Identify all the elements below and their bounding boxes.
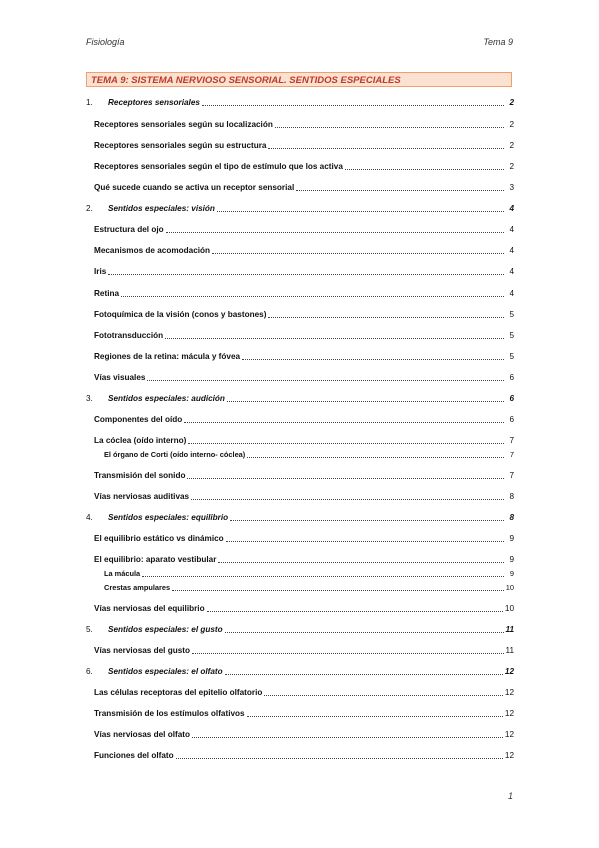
toc-entry-label: Transmisión del sonido xyxy=(94,471,186,480)
toc-leader-dots xyxy=(147,379,504,381)
toc-entry-page: 7 xyxy=(509,471,514,480)
toc-leader-dots xyxy=(207,610,503,612)
toc-entry[interactable] xyxy=(86,707,514,719)
toc-entry[interactable] xyxy=(86,644,514,656)
toc-entry-label: Sentidos especiales: equilibrio xyxy=(108,513,229,522)
toc-entry[interactable] xyxy=(86,469,514,481)
toc-entry-page: 11 xyxy=(505,646,514,655)
toc-entry-page: 6 xyxy=(509,373,514,382)
toc-entry-page: 2 xyxy=(509,120,514,129)
toc-entry-number: 3. xyxy=(86,394,93,403)
toc-entry[interactable] xyxy=(86,448,514,460)
toc-entry[interactable] xyxy=(86,553,514,565)
toc-leader-dots xyxy=(264,694,503,696)
toc-leader-dots xyxy=(268,316,504,318)
toc-entry[interactable] xyxy=(86,287,514,299)
toc-entry[interactable] xyxy=(86,118,514,130)
toc-leader-dots xyxy=(296,189,504,191)
toc-entry-label: Crestas ampulares xyxy=(104,583,171,592)
toc-entry[interactable] xyxy=(86,434,514,446)
header-subject: Fisiología xyxy=(86,37,125,47)
toc-entry-label: Estructura del ojo xyxy=(94,225,164,234)
toc-entry[interactable] xyxy=(86,665,514,677)
toc-entry-label: Vías visuales xyxy=(94,373,146,382)
toc-entry-label: Sentidos especiales: el olfato xyxy=(108,667,223,676)
toc-entry[interactable] xyxy=(86,181,514,193)
toc-entry-page: 12 xyxy=(504,751,514,760)
toc-entry-page: 12 xyxy=(504,688,514,697)
toc-leader-dots xyxy=(184,421,504,423)
toc-leader-dots xyxy=(166,231,504,233)
toc-entry-label: Fototransducción xyxy=(94,331,164,340)
toc-leader-dots xyxy=(218,561,504,563)
toc-entry[interactable] xyxy=(86,329,514,341)
toc-entry[interactable] xyxy=(86,532,514,544)
toc-entry-page: 4 xyxy=(509,204,514,213)
toc-entry-page: 2 xyxy=(509,141,514,150)
toc-leader-dots xyxy=(142,575,504,577)
toc-entry-page: 6 xyxy=(509,394,514,403)
toc-leader-dots xyxy=(192,736,503,738)
toc-entry-page: 4 xyxy=(509,267,514,276)
toc-leader-dots xyxy=(226,540,504,542)
toc-entry-label: Regiones de la retina: mácula y fóvea xyxy=(94,352,241,361)
toc-entry-number: 5. xyxy=(86,625,93,634)
toc-entry-number: 2. xyxy=(86,204,93,213)
toc-entry[interactable] xyxy=(86,728,514,740)
toc-entry-page: 8 xyxy=(509,492,514,501)
document-title: TEMA 9: SISTEMA NERVIOSO SENSORIAL. SENTIDOS ESPECIALES xyxy=(86,72,512,87)
toc-entry-page: 5 xyxy=(509,310,514,319)
toc-leader-dots xyxy=(247,456,504,458)
toc-entry-label: Fotoquímica de la visión (conos y bastones) xyxy=(94,310,267,319)
toc-leader-dots xyxy=(268,147,504,149)
toc-leader-dots xyxy=(172,589,504,591)
toc-entry[interactable] xyxy=(86,160,514,172)
toc-entry[interactable] xyxy=(86,749,514,761)
toc-entry-label: Mecanismos de acomodación xyxy=(94,246,211,255)
toc-leader-dots xyxy=(242,358,504,360)
toc-entry-page: 4 xyxy=(509,246,514,255)
toc-leader-dots xyxy=(247,715,503,717)
toc-entry-label: Funciones del olfato xyxy=(94,751,174,760)
toc-entry-label: La cóclea (oído interno) xyxy=(94,436,187,445)
toc-entry-number: 4. xyxy=(86,513,93,522)
toc-leader-dots xyxy=(227,400,504,402)
toc-entry-page: 7 xyxy=(509,450,514,459)
toc-entry-page: 10 xyxy=(505,583,514,592)
toc-leader-dots xyxy=(217,210,504,212)
toc-leader-dots xyxy=(176,757,503,759)
toc-leader-dots xyxy=(225,631,504,633)
toc-entry[interactable] xyxy=(86,202,514,214)
toc-leader-dots xyxy=(345,168,504,170)
toc-entry[interactable] xyxy=(86,490,514,502)
toc-leader-dots xyxy=(230,519,504,521)
toc-leader-dots xyxy=(108,273,504,275)
toc-leader-dots xyxy=(188,442,504,444)
toc-entry[interactable] xyxy=(86,413,514,425)
toc-entry-page: 9 xyxy=(509,569,514,578)
toc-entry-number: 6. xyxy=(86,667,93,676)
toc-entry-number: 1. xyxy=(86,98,93,107)
toc-leader-dots xyxy=(121,295,504,297)
toc-leader-dots xyxy=(275,126,504,128)
toc-entry[interactable] xyxy=(86,623,514,635)
toc-entry-label: Las células receptoras del epitelio olfatorio xyxy=(94,688,263,697)
toc-entry-label: Retina xyxy=(94,289,120,298)
toc-entry-page: 12 xyxy=(504,709,514,718)
toc-leader-dots xyxy=(165,337,504,339)
toc-entry[interactable] xyxy=(86,392,514,404)
toc-leader-dots xyxy=(212,252,504,254)
header-topic: Tema 9 xyxy=(483,37,513,47)
toc-entry[interactable] xyxy=(86,96,514,108)
toc-entry-page: 8 xyxy=(509,513,514,522)
toc-leader-dots xyxy=(192,652,503,654)
toc-entry[interactable] xyxy=(86,139,514,151)
toc-entry-page: 2 xyxy=(509,162,514,171)
toc-entry-label: Receptores sensoriales según su localización xyxy=(94,120,273,129)
toc-entry[interactable] xyxy=(86,371,514,383)
toc-leader-dots xyxy=(187,477,504,479)
toc-entry[interactable] xyxy=(86,265,514,277)
toc-entry-label: Vías nerviosas del equilibrio xyxy=(94,604,205,613)
toc-entry-label: Iris xyxy=(94,267,107,276)
toc-entry-page: 7 xyxy=(509,436,514,445)
toc-entry[interactable] xyxy=(86,567,514,579)
toc-entry-label: Sentidos especiales: el gusto xyxy=(108,625,223,634)
toc-entry-label: Transmisión de los estímulos olfativos xyxy=(94,709,245,718)
page-number: 1 xyxy=(507,791,513,801)
toc-entry-label: El equilibrio: aparato vestibular xyxy=(94,555,217,564)
toc-entry-label: Vías nerviosas del gusto xyxy=(94,646,191,655)
toc-entry-label: El equilibrio estático vs dinámico xyxy=(94,534,224,543)
toc-entry-label: Receptores sensoriales según el tipo de estímulo que los activa xyxy=(94,162,343,171)
toc-entry-page: 10 xyxy=(504,604,514,613)
toc-entry[interactable] xyxy=(86,244,514,256)
toc-entry[interactable] xyxy=(86,350,514,362)
toc-entry[interactable] xyxy=(86,602,514,614)
toc-leader-dots xyxy=(225,673,503,675)
toc-entry[interactable] xyxy=(86,511,514,523)
toc-entry-label: La mácula xyxy=(104,569,141,578)
toc-leader-dots xyxy=(191,498,504,500)
toc-leader-dots xyxy=(202,104,504,106)
toc-entry-page: 11 xyxy=(505,625,514,634)
toc-entry-page: 2 xyxy=(509,98,514,107)
toc-entry-label: Sentidos especiales: audición xyxy=(108,394,225,403)
toc-entry-label: Componentes del oído xyxy=(94,415,183,424)
toc-entry-page: 12 xyxy=(504,667,514,676)
toc-entry-label: Vías nerviosas del olfato xyxy=(94,730,191,739)
toc-entry-page: 6 xyxy=(509,415,514,424)
toc-entry-page: 9 xyxy=(509,534,514,543)
toc-entry-label: Sentidos especiales: visión xyxy=(108,204,215,213)
toc-entry-page: 5 xyxy=(509,352,514,361)
toc-entry-page: 4 xyxy=(509,289,514,298)
toc-entry-label: Vías nerviosas auditivas xyxy=(94,492,190,501)
toc-entry[interactable] xyxy=(86,686,514,698)
toc-entry-page: 12 xyxy=(504,730,514,739)
toc-entry-label: El órgano de Corti (oído interno- cóclea) xyxy=(104,450,246,459)
toc-entry-page: 3 xyxy=(509,183,514,192)
toc-entry-label: Receptores sensoriales xyxy=(108,98,200,107)
toc-entry[interactable] xyxy=(86,223,514,235)
toc-entry[interactable] xyxy=(86,308,514,320)
toc-entry-label: Receptores sensoriales según su estructura xyxy=(94,141,267,150)
toc-entry-page: 5 xyxy=(509,331,514,340)
toc-entry-page: 9 xyxy=(509,555,514,564)
toc-entry-label: Qué sucede cuando se activa un receptor sensorial xyxy=(94,183,295,192)
toc-entry-page: 4 xyxy=(509,225,514,234)
toc-entry[interactable] xyxy=(86,581,514,593)
